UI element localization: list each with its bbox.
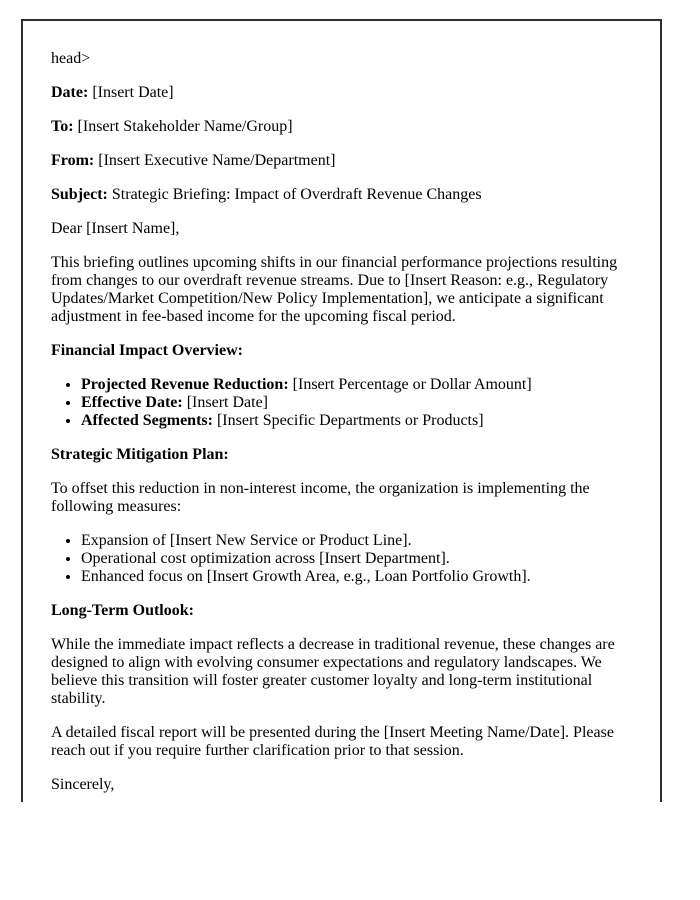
mitigation-list xyxy=(51,532,618,586)
closing-paragraph: A detailed fiscal report will be presented during the [Insert Meeting Name/Date]. Please reach out if you require further clarification prior to that session. xyxy=(51,724,614,759)
field-subject-label: Subject: xyxy=(51,186,108,203)
section-heading-long-term-outlook: Long-Term Outlook: xyxy=(51,602,194,619)
list-item: • Operational cost optimization across [Insert Department]. xyxy=(81,550,618,568)
salutation: Dear [Insert Name], xyxy=(51,220,180,237)
list-item-label: Projected Revenue Reduction: xyxy=(81,376,289,393)
field-date-value: [Insert Date] xyxy=(88,84,174,101)
field-date-label: Date: xyxy=(51,84,89,101)
intro-paragraph: This briefing outlines upcoming shifts in our financial performance projections resulting from changes to our overdraft revenue streams. Due to [Insert Reason: e.g., Regulatory Updates/Market Competition/New Policy Implementation], we anticipate a significant adjustment in fee-based income for the upcoming fiscal period. xyxy=(51,254,618,325)
financial-impact-list xyxy=(51,376,618,430)
list-item xyxy=(81,412,618,430)
list-item-value: [Insert Date] xyxy=(182,394,269,411)
list-item: • Enhanced focus on [Insert Growth Area, e.g., Loan Portfolio Growth]. xyxy=(81,568,618,586)
list-item-label: Affected Segments: xyxy=(81,412,213,429)
field-subject xyxy=(51,186,618,204)
field-from-value: [Insert Executive Name/Department] xyxy=(94,152,336,169)
list-item xyxy=(81,376,618,394)
section-heading-financial-impact-overview: Financial Impact Overview: xyxy=(51,342,243,359)
field-subject-value: Strategic Briefing: Impact of Overdraft Revenue Changes xyxy=(107,186,482,203)
field-from xyxy=(51,152,618,170)
list-item xyxy=(81,394,618,412)
outlook-paragraph: While the immediate impact reflects a decrease in traditional revenue, these changes are designed to align with evolving consumer expectations and regulatory landscapes. We believe this transition will foster greater customer loyalty and long-term institutional stability. xyxy=(51,636,615,707)
field-from-label: From: xyxy=(51,152,95,169)
list-item-value: [Insert Specific Departments or Products] xyxy=(212,412,484,429)
signoff: Sincerely, xyxy=(51,776,115,793)
stray-head-tag-text: head> xyxy=(51,50,91,67)
field-to-value: [Insert Stakeholder Name/Group] xyxy=(73,118,293,135)
field-date xyxy=(51,84,618,102)
letter-document xyxy=(21,19,662,802)
section-heading-strategic-mitigation-plan: Strategic Mitigation Plan: xyxy=(51,446,229,463)
field-to-label: To: xyxy=(51,118,74,135)
field-to xyxy=(51,118,618,136)
list-item-label: Effective Date: xyxy=(81,394,183,411)
mitigation-intro-paragraph: To offset this reduction in non-interest income, the organization is implementing the following measures: xyxy=(51,480,590,515)
list-item-value: [Insert Percentage or Dollar Amount] xyxy=(288,376,532,393)
list-item: • Expansion of [Insert New Service or Product Line]. xyxy=(81,532,618,550)
